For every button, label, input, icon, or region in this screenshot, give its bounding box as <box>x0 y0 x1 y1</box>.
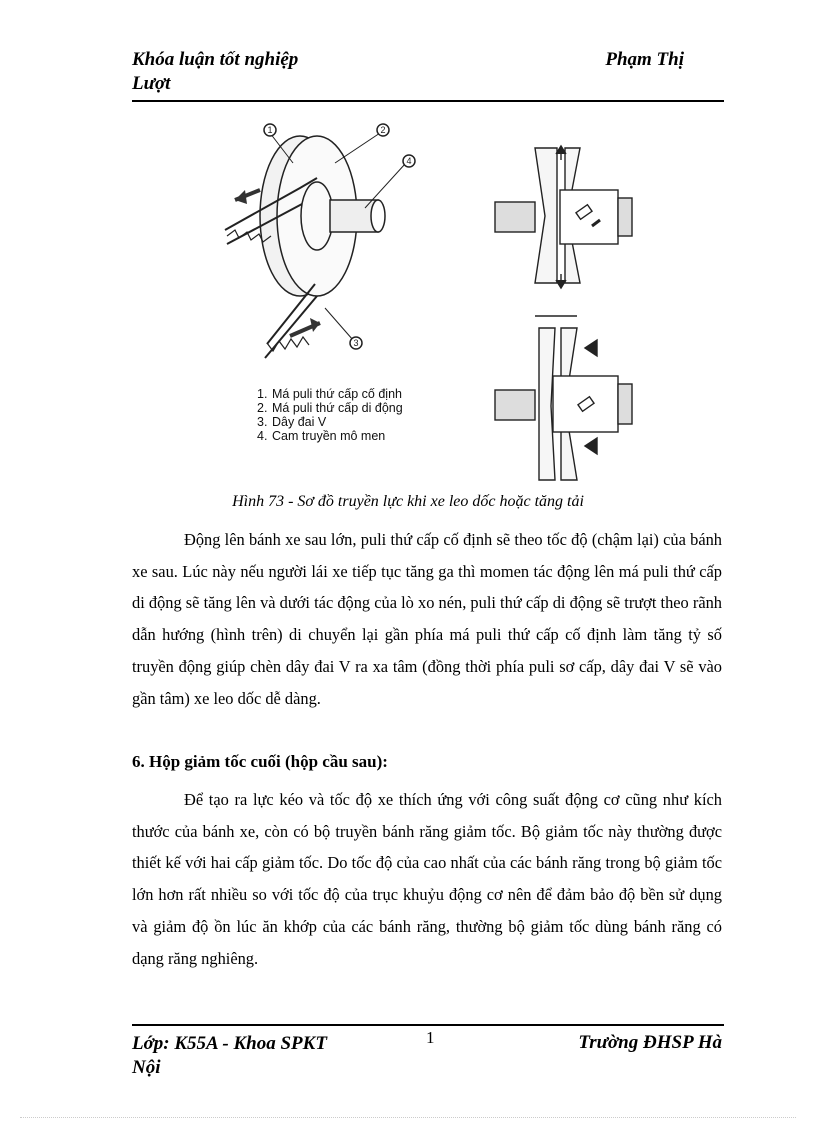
section-heading-6: 6. Hộp giảm tốc cuối (hộp cầu sau): <box>132 752 388 771</box>
legend-text: Má puli thứ cấp cố định <box>272 387 402 401</box>
page-number: 1 <box>426 1028 435 1047</box>
page-footer <box>132 1024 724 1086</box>
figure-caption: Hình 73 - Sơ đồ truyền lực khi xe leo dốc hoặc tăng tải <box>232 493 584 510</box>
paragraph-1: Động lên bánh xe sau lớn, puli thứ cấp cố định sẽ theo tốc độ (chậm lại) của bánh xe sau. Lúc này nếu người lái xe tiếp tục tăng ga thì momen tác động lên má puli thứ cấp di động sẽ tăng lên và dưới tác động của lò xo nén, puli thứ cấp di động sẽ trượt theo rãnh dẫn hướng (hình trên) di chuyển lại gần phía má puli thứ cấp cố định làm tăng tỷ số truyền động giúp chèn dây đai V ra xa tâm (đồng thời phía puli sơ cấp, dây đai V sẽ vào gần tâm) xe leo dốc dễ dàng. <box>132 530 722 708</box>
pulley-section-top <box>495 146 632 288</box>
footer-class <box>132 1032 327 1080</box>
pulley-section-bottom <box>495 316 632 480</box>
bottom-divider <box>20 1117 796 1118</box>
legend-text: Dây đai V <box>272 415 327 429</box>
pulley-perspective-illustration <box>225 124 415 358</box>
legend-text: Má puli thứ cấp di động <box>272 401 403 415</box>
callout-3: 3 <box>353 338 359 348</box>
figure-legend <box>257 387 403 443</box>
legend-number: 3. <box>257 415 268 429</box>
callout-2: 2 <box>380 125 386 135</box>
paragraph-2: Để tạo ra lực kéo và tốc độ xe thích ứng với công suất động cơ cũng như kích thước của bánh xe, còn có bộ truyền bánh răng giảm tốc. Bộ giảm tốc này thường được thiết kế với hai cấp giảm tốc. Do tốc độ của cao nhất của các bánh răng trong bộ giảm tốc lớn hơn rất nhiều so với tốc độ của trục khuỷu động cơ nên để đảm bảo độ bền sử dụng và giảm độ ồn lúc ăn khớp của các bánh răng, thường bộ giảm tốc dùng bánh răng có dạng răng nghiêng. <box>132 790 722 968</box>
legend-item <box>257 401 403 415</box>
legend-item <box>257 387 403 401</box>
header-left-line1: Khóa luận tốt nghiệp <box>132 49 299 70</box>
callout-1: 1 <box>267 125 273 135</box>
header-left-line2: Lượt <box>132 73 171 94</box>
header-title <box>132 48 298 96</box>
legend-number: 2. <box>257 401 268 415</box>
header-author: Phạm Thị <box>605 49 684 70</box>
page-header <box>132 48 724 102</box>
footer-left-line2: Nội <box>132 1057 161 1078</box>
callout-4: 4 <box>406 156 412 166</box>
legend-item <box>257 415 403 429</box>
footer-left-line1: Lớp: K55A - Khoa SPKT <box>132 1033 327 1054</box>
footer-school: Trường ĐHSP Hà <box>578 1032 722 1053</box>
legend-text: Cam truyền mô men <box>272 429 386 443</box>
legend-number: 4. <box>257 429 268 443</box>
legend-item <box>257 429 403 443</box>
legend-number: 1. <box>257 387 268 401</box>
